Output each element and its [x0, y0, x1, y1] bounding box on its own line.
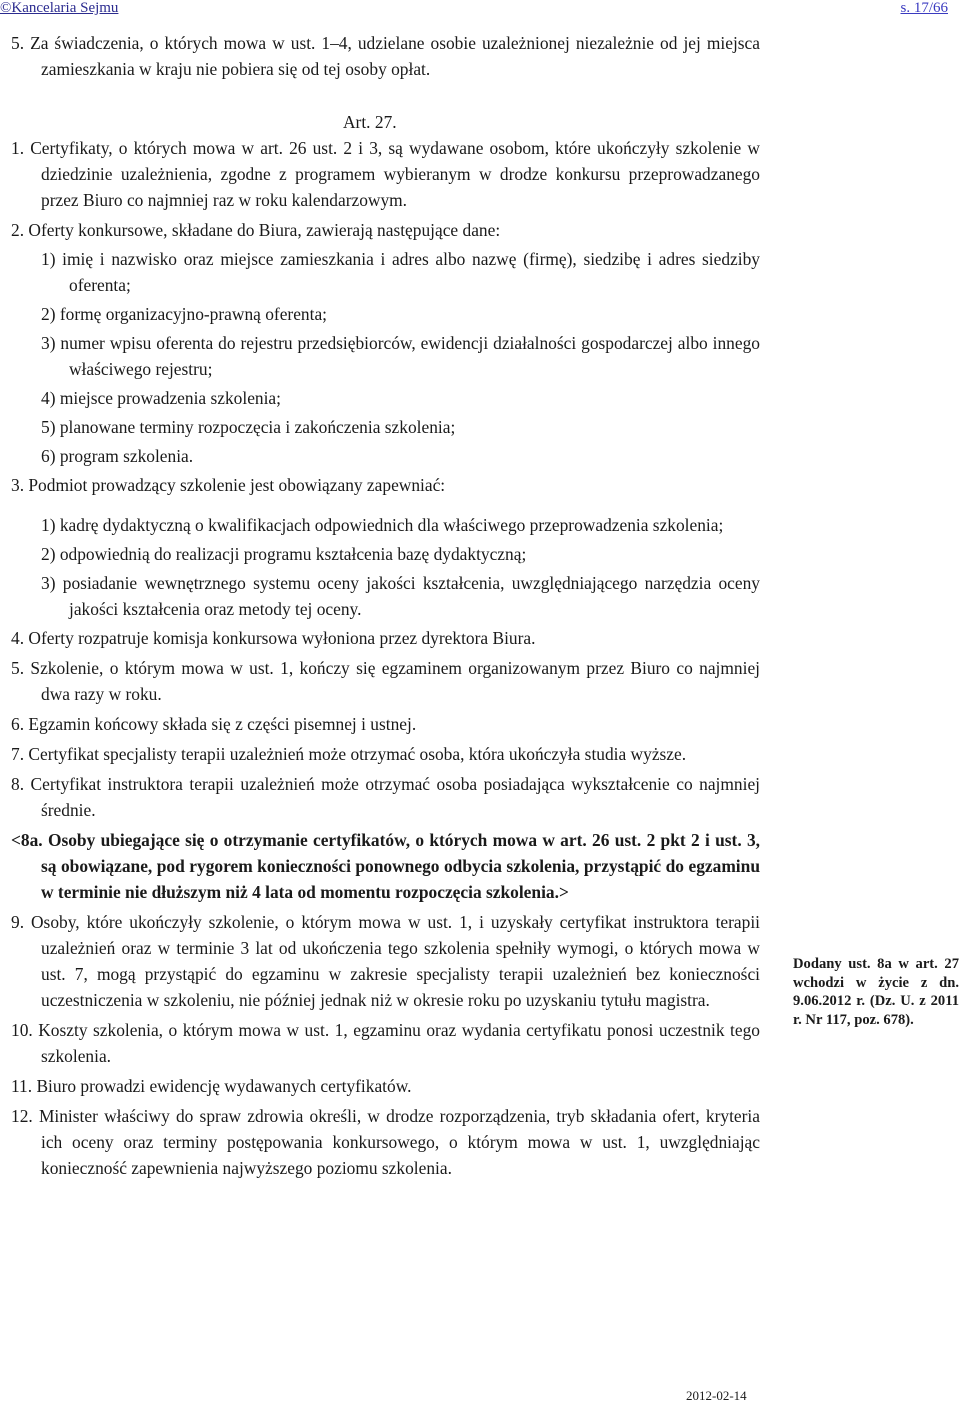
article-paragraph-12: 12. Minister właściwy do spraw zdrowia określi, w drodze rozporządzenia, tryb składania ofert, kryteria ich oceny oraz terminy postępowania konkursowego, o którym mowa w ust. 1, uwzględniając konieczność zapewnienia najwyższego poziomu szkolenia. [11, 1106, 760, 1178]
header-right[interactable] [900, 0, 948, 16]
article-paragraph-11: 11. Biuro prowadzi ewidencję wydawanych certyfikatów. [11, 1076, 412, 1096]
list-item: 5) planowane terminy rozpoczęcia i zakończenia szkolenia; [41, 417, 456, 437]
article-paragraph-6: 6. Egzamin końcowy składa się z części pisemnej i ustnej. [11, 714, 417, 734]
list-item: 1) imię i nazwisko oraz miejsce zamieszkania i adres albo nazwę (firmę), siedzibę i adres siedziby oferenta; [41, 249, 760, 295]
header-left[interactable] [0, 0, 118, 16]
article-paragraph-10: 10. Koszty szkolenia, o którym mowa w ust. 1, egzaminu oraz wydania certyfikatu ponosi uczestnik tego szkolenia. [11, 1020, 760, 1066]
article-paragraph-2: 2. Oferty konkursowe, składane do Biura, zawierają następujące dane: [11, 220, 501, 240]
list-item: 4) miejsce prowadzenia szkolenia; [41, 388, 281, 408]
list-item: 2) formę organizacyjno-prawną oferenta; [41, 304, 328, 324]
article-paragraph-7: 7. Certyfikat specjalisty terapii uzależnień może otrzymać osoba, która ukończyła studia wyższe. [11, 744, 687, 764]
article-paragraph-9: 9. Osoby, które ukończyły szkolenie, o którym mowa w ust. 1, i uzyskały certyfikat instruktora terapii uzależnień oraz w terminie 3 lat od ukończenia tego szkolenia spełniły wymogi, o których mowa w ust. 7, mogą przystąpić do egzaminu w zakresie specjalisty terapii uzależnień bez konieczności uczestniczenia w szkoleniu, nie później jednak niż w okresie roku po uzyskaniu tytułu magistra. [11, 912, 760, 1010]
list-item: 2) odpowiednią do realizacji programu kształcenia bazę dydaktyczną; [41, 544, 527, 564]
paragraph-2-list [41, 246, 760, 469]
article-paragraph-4: 4. Oferty rozpatruje komisja konkursowa wyłoniona przez dyrektora Biura. [11, 628, 536, 648]
page-number-link[interactable]: s. 17/66 [900, 0, 948, 16]
article-title: Art. 27. [343, 112, 397, 132]
article-paragraph-8a: <8a. Osoby ubiegające się o otrzymanie certyfikatów, o których mowa w art. 26 ust. 2 pkt 2 i ust. 3, są obowiązane, pod rygorem konieczności ponownego odbycia szkolenia, przystąpić do egzaminu w terminie nie dłuższym niż 4 lata od momentu rozpoczęcia szkolenia.> [11, 830, 760, 902]
list-item: 6) program szkolenia. [41, 446, 194, 466]
list-item: 1) kadrę dydaktyczną o kwalifikacjach odpowiednich dla właściwego przeprowadzenia szkolenia; [41, 515, 724, 535]
margin-note: Dodany ust. 8a w art. 27 wchodzi w życie z dn. 9.06.2012 r. (Dz. U. z 2011 r. Nr 117, poz. 678). [793, 956, 959, 1028]
document-body [11, 30, 760, 1181]
article-paragraph-3: 3. Podmiot prowadzący szkolenie jest obowiązany zapewniać: [11, 475, 446, 495]
list-item: 3) posiadanie wewnętrznego systemu oceny jakości kształcenia, uwzględniającego narzędzia oceny jakości kształcenia oraz metody tej oceny. [41, 573, 760, 619]
article-paragraph-1: 1. Certyfikaty, o których mowa w art. 26 ust. 2 i 3, są wydawane osobom, które ukończyły szkolenie w dziedzinie uzależnienia, zgodne z programem wybieranym w drodze konkursu przeprowadzanego przez Biuro co najmniej raz w roku kalendarzowym. [11, 138, 760, 210]
list-item: 3) numer wpisu oferenta do rejestru przedsiębiorców, ewidencji działalności gospodarczej albo innego właściwego rejestru; [41, 333, 760, 379]
article-paragraph-8: 8. Certyfikat instruktora terapii uzależnień może otrzymać osoba posiadająca wykształcenie co najmniej średnie. [11, 774, 760, 820]
paragraph-5: 5. Za świadczenia, o których mowa w ust. 1–4, udzielane osobie uzależnionej niezależnie od jej miejsca zamieszkania w kraju nie pobiera się od tej osoby opłat. [11, 33, 760, 79]
paragraph-3-list [41, 512, 760, 622]
kancelaria-link[interactable]: ©Kancelaria Sejmu [0, 0, 119, 16]
article-paragraph-5: 5. Szkolenie, o którym mowa w ust. 1, kończy się egzaminem organizowanym przez Biuro co najmniej dwa razy w roku. [11, 658, 760, 704]
footer-date: 2012-02-14 [686, 1388, 747, 1403]
